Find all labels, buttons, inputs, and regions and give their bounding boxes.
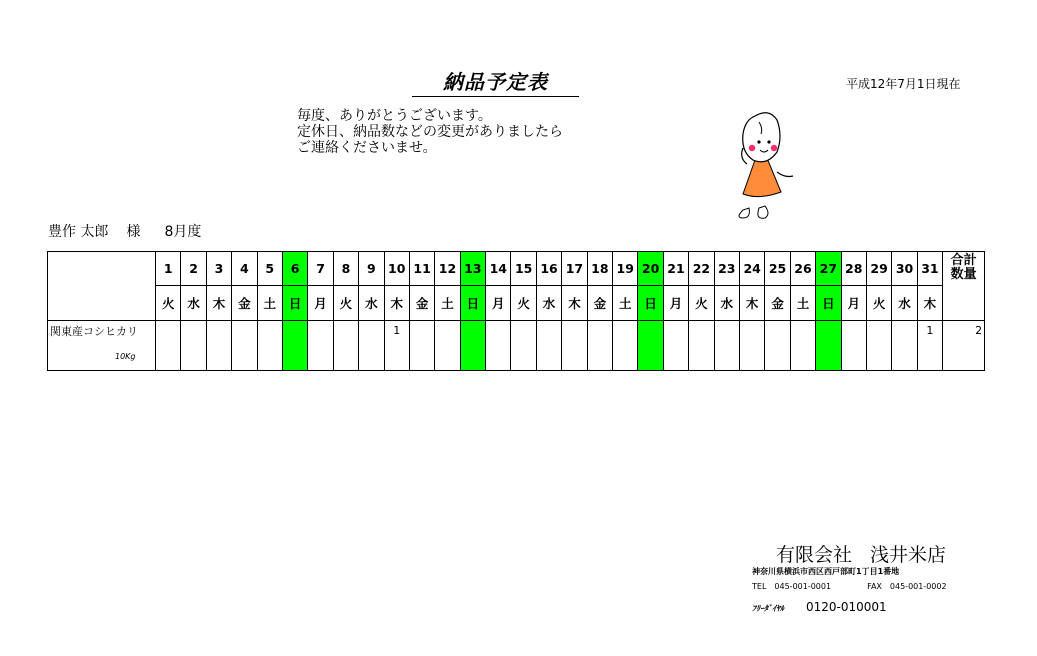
quantity-cell: [562, 320, 587, 370]
weekday-cell: 月: [841, 286, 866, 320]
company-type: 有限会社: [776, 544, 853, 566]
quantity-cell: [359, 320, 384, 370]
day-number-cell: 13: [460, 252, 485, 286]
schedule-month: 8月度: [164, 224, 202, 240]
weekday-cell: 月: [486, 286, 511, 320]
company-store-name: 浅井米店: [870, 544, 947, 566]
day-number-cell: 15: [511, 252, 536, 286]
weekday-cell: 火: [333, 286, 358, 320]
weekday-cell: 金: [587, 286, 612, 320]
day-number-cell: 29: [866, 252, 891, 286]
quantity-cell: [790, 320, 815, 370]
title-underline: [412, 96, 579, 97]
quantity-cell: [486, 320, 511, 370]
quantity-cell: [308, 320, 333, 370]
weekday-cell: 水: [714, 286, 739, 320]
quantity-cell: [739, 320, 764, 370]
total-quantity-header: [943, 252, 985, 286]
quantity-cell: [714, 320, 739, 370]
quantity-cell: [409, 320, 434, 370]
weekday-cell: 木: [384, 286, 409, 320]
weekday-cell: 水: [359, 286, 384, 320]
weekday-cell: 月: [663, 286, 688, 320]
rice-grain-mascot-icon: [725, 108, 805, 223]
quantity-cell: [232, 320, 257, 370]
tel-label: TEL: [752, 582, 767, 591]
message-line: ご連絡くださいませ。: [297, 140, 437, 156]
weekday-cell: 木: [562, 286, 587, 320]
day-number-cell: 28: [841, 252, 866, 286]
freedial-line: [752, 596, 887, 615]
fax-number: 045-001-0002: [889, 582, 947, 591]
day-number-cell: 21: [663, 252, 688, 286]
weekday-cell: 月: [308, 286, 333, 320]
weekday-cell: 日: [816, 286, 841, 320]
weekday-cell: 水: [536, 286, 561, 320]
quantity-cell: [892, 320, 917, 370]
weekday-cell: 木: [917, 286, 942, 320]
customer-name: 豊作 太郎: [48, 224, 109, 240]
quantity-cell: [435, 320, 460, 370]
day-number-cell: 11: [409, 252, 434, 286]
table-row: [48, 320, 985, 370]
quantity-cell: [460, 320, 485, 370]
weekday-cell: 火: [689, 286, 714, 320]
customer-line: [48, 221, 201, 241]
day-number-row: [48, 252, 985, 286]
quantity-cell: 1: [384, 320, 409, 370]
weekday-cell: 火: [511, 286, 536, 320]
quantity-cell: [181, 320, 206, 370]
message-line: 毎度、ありがとうございます。: [297, 108, 492, 124]
day-number-cell: 8: [333, 252, 358, 286]
as-of-date: 平成12年7月1日現在: [846, 77, 961, 91]
quantity-cell: [282, 320, 307, 370]
customer-honorific: 様: [126, 224, 141, 240]
quantity-cell: [765, 320, 790, 370]
day-number-cell: 3: [206, 252, 231, 286]
freedial-label: ﾌﾘｰﾀﾞｲﾔﾙ: [752, 604, 784, 613]
day-number-cell: 19: [613, 252, 638, 286]
weekday-cell: 日: [638, 286, 663, 320]
weekday-cell: 土: [257, 286, 282, 320]
product-cell: [48, 320, 156, 370]
weekday-row: [48, 286, 985, 320]
weekday-cell: 金: [765, 286, 790, 320]
day-number-cell: 5: [257, 252, 282, 286]
total-quantity-header-cont: [943, 286, 985, 320]
company-contact: [752, 582, 947, 591]
day-number-cell: 31: [917, 252, 942, 286]
day-number-cell: 14: [486, 252, 511, 286]
delivery-schedule-table: [47, 251, 985, 371]
total-header-line: 数量: [950, 267, 977, 282]
quantity-cell: [536, 320, 561, 370]
day-number-cell: 18: [587, 252, 612, 286]
weekday-cell: 火: [866, 286, 891, 320]
quantity-cell: [689, 320, 714, 370]
company-name: [776, 540, 946, 567]
day-number-cell: 12: [435, 252, 460, 286]
weekday-cell: 日: [460, 286, 485, 320]
freedial-number: 0120-010001: [806, 600, 887, 614]
quantity-cell: [613, 320, 638, 370]
weekday-cell: 土: [613, 286, 638, 320]
quantity-cell: [816, 320, 841, 370]
quantity-cell: [511, 320, 536, 370]
day-number-cell: 9: [359, 252, 384, 286]
weekday-cell: 木: [739, 286, 764, 320]
total-header-line: 合計: [950, 253, 977, 268]
day-number-cell: 24: [739, 252, 764, 286]
day-number-cell: 20: [638, 252, 663, 286]
total-quantity-cell: 2: [943, 320, 985, 370]
day-number-cell: 22: [689, 252, 714, 286]
weekday-cell: 水: [892, 286, 917, 320]
quantity-cell: [663, 320, 688, 370]
quantity-cell: 1: [917, 320, 942, 370]
quantity-cell: [587, 320, 612, 370]
day-number-cell: 16: [536, 252, 561, 286]
product-name: 関東産コシヒカリ: [50, 324, 138, 338]
weekday-cell: 土: [790, 286, 815, 320]
day-number-cell: 27: [816, 252, 841, 286]
table-corner-blank: [48, 252, 156, 321]
quantity-cell: [156, 320, 181, 370]
day-number-cell: 17: [562, 252, 587, 286]
fax-label: FAX: [867, 582, 882, 591]
day-number-cell: 7: [308, 252, 333, 286]
weekday-cell: 土: [435, 286, 460, 320]
quantity-cell: [333, 320, 358, 370]
day-number-cell: 26: [790, 252, 815, 286]
weekday-cell: 水: [181, 286, 206, 320]
day-number-cell: 23: [714, 252, 739, 286]
day-number-cell: 4: [232, 252, 257, 286]
day-number-cell: 6: [282, 252, 307, 286]
weekday-cell: 金: [409, 286, 434, 320]
page-title: 納品予定表: [443, 70, 548, 94]
weekday-cell: 日: [282, 286, 307, 320]
weekday-cell: 木: [206, 286, 231, 320]
greeting-message: [297, 108, 563, 156]
weekday-cell: 金: [232, 286, 257, 320]
quantity-cell: [638, 320, 663, 370]
tel-number: 045-001-0001: [774, 582, 832, 591]
day-number-cell: 10: [384, 252, 409, 286]
day-number-cell: 25: [765, 252, 790, 286]
quantity-cell: [841, 320, 866, 370]
day-number-cell: 1: [156, 252, 181, 286]
day-number-cell: 2: [181, 252, 206, 286]
weekday-cell: 火: [156, 286, 181, 320]
message-line: 定休日、納品数などの変更がありましたら: [297, 124, 563, 140]
quantity-cell: [866, 320, 891, 370]
quantity-cell: [206, 320, 231, 370]
day-number-cell: 30: [892, 252, 917, 286]
company-address: 神奈川県横浜市西区西戸部町1丁目1番地: [752, 567, 900, 576]
product-weight: 10Kg: [115, 351, 136, 361]
quantity-cell: [257, 320, 282, 370]
